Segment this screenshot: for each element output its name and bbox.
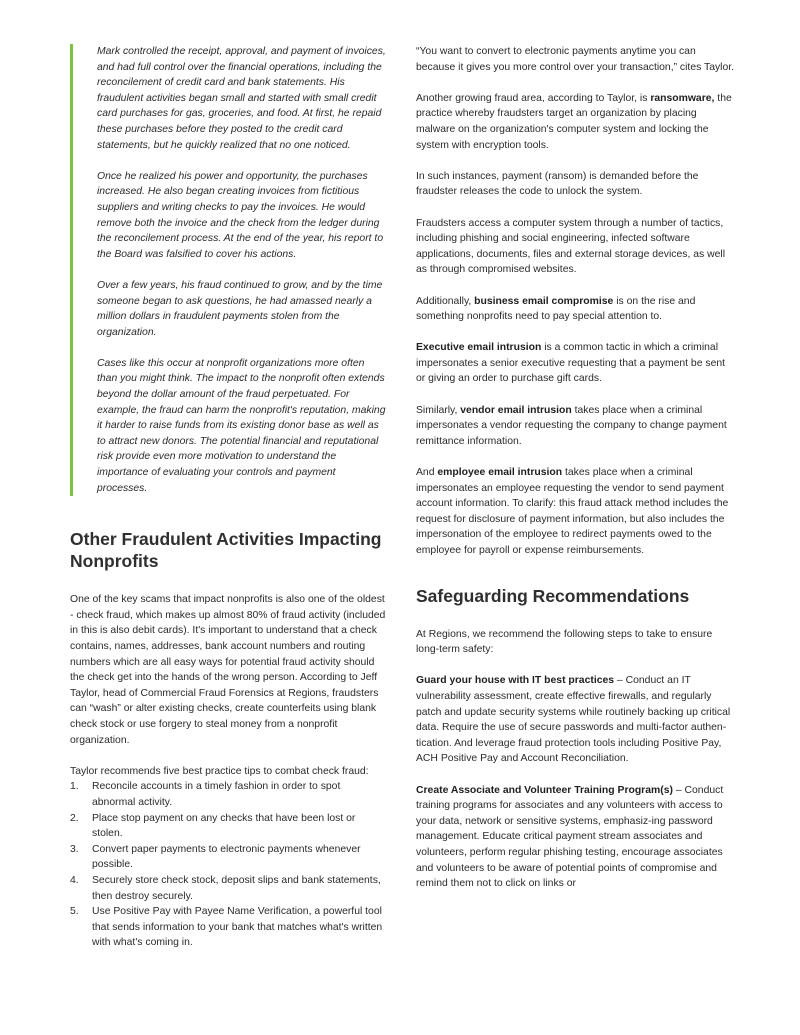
check-fraud-paragraph: One of the key scams that impact nonprofits is also one of the oldest - check fraud, which makes up almost 80% of fraud activity (included in this is also debit cards). It's important to understand that a check contains, names, addresses, bank account numbers and routing numbers which are all easy ways for potential fraud activity should the check get into the hands of the wrong person. According to Jeff Taylor, head of Commercial Fraud Forensics at Regions, fraudsters can “wash” or alter existing checks, create counterfeits using blank check stock or use forgery to steal money from a nonprofit organization. bbox=[70, 594, 386, 746]
section-heading-other-fraud: Other Fraudulent Activities Impacting Nonprofits bbox=[70, 529, 382, 572]
right-column bbox=[416, 44, 736, 907]
case-study-quote bbox=[70, 44, 386, 496]
quote-paragraph: Mark controlled the receipt, approval, and payment of invoices, and had full control over the financial operations, including the reconcilement of credit card and bank statements. His fraudulent activities began small and started with small credit card purchases for gas, groceries, and food. At first, he repaid these purchases before they posted to the credit card statements, but he quickly realized that no one noticed. bbox=[97, 46, 386, 151]
access-tactics-paragraph: Fraudsters access a computer system through a number of tactics, including phishing and social engineering, infected software applications, documents, files and external storage devices, as well as through compromised websites. bbox=[416, 217, 725, 276]
list-item: 1. Reconcile accounts in a timely fashion in order to spot abnormal activity. bbox=[70, 781, 341, 808]
training-program-paragraph: Create Associate and Volunteer Training Program(s) – Conduct training programs for associates and any volunteers with access to your data, network or sensitive systems, emphasiz-ing password management. Educate critical payment stream associates and volunteers, perform regular phishing testing, encourage associates and volunteers to be aware of potential points of compromise and remind them not to click on links or bbox=[416, 784, 724, 890]
taylor-quote-paragraph: “You want to convert to electronic payments anytime you can because it gives you more control over your transaction,” cites Taylor. bbox=[416, 46, 735, 73]
bec-paragraph: Additionally, business email compromise is on the rise and something nonprofits need to pay special attention to. bbox=[416, 295, 696, 323]
tips-list bbox=[70, 779, 386, 951]
it-best-practices-paragraph: Guard your house with IT best practices – Conduct an IT vulnerability assessment, create effective firewalls, and regularly patch and update security systems while routinely backing up critical data. Require the use of secure passwords and multi-factor authen-tication. And leverage fraud protection tools including Positive Pay, ACH Positive Pay and Account Reconciliation. bbox=[416, 675, 731, 765]
list-item: 3. Convert paper payments to electronic payments whenever possible. bbox=[70, 843, 361, 871]
tips-intro: Taylor recommends five best practice tips to combat check fraud: bbox=[70, 765, 369, 777]
quote-paragraph: Cases like this occur at nonprofit organizations more often than you might think. The impact to the nonprofit often extends beyond the dollar amount of the fraud perpetuated. For example, the fraud can harm the nonprofit's reputation, making it harder to raise funds from its existing donor base as well as to attract new donors. The potential financial and reputational risk provide even more motivation to understand the importance of evaluating your controls and payment processes. bbox=[97, 357, 386, 494]
quote-paragraph: Once he realized his power and opportunity, the purchases increased. He also began creating invoices from fictitious suppliers and writing checks to pay the invoices. He would remove both the invoice and the check from the ledger during the reconcilement process. At the end of the year, his report to the Board was falsified to cover his actions. bbox=[97, 170, 384, 260]
ransomware-paragraph: Another growing fraud area, according to Taylor, is ransomware, the practice whereby fraudsters target an organization by placing malware on the organization's computer system and locking the system with encryption tools. bbox=[416, 92, 732, 151]
vendor-intrusion-paragraph: Similarly, vendor email intrusion takes place when a criminal impersonates a vendor requesting the company to change payment remittance information. bbox=[416, 404, 727, 447]
list-item: 2. Place stop payment on any checks that have been lost or stolen. bbox=[70, 812, 356, 840]
executive-intrusion-paragraph: Executive email intrusion is a common tactic in which a criminal impersonates a senior executive requesting that a payment be sent or giving an order to purchase gift cards. bbox=[416, 342, 726, 385]
list-item: 4. Securely store check stock, deposit slips and bank statements, then destroy securely. bbox=[70, 874, 381, 902]
section-heading-safeguarding: Safeguarding Recommendations bbox=[416, 585, 690, 606]
ransom-paragraph: In such instances, payment (ransom) is demanded before the fraudster releases the code to unlock the system. bbox=[416, 170, 699, 198]
recommendations-intro: At Regions, we recommend the following steps to take to ensure long-term safety: bbox=[416, 628, 713, 656]
quote-paragraph: Over a few years, his fraud continued to grow, and by the time someone began to ask questions, he had amassed nearly a million dollars in fraudulent payments stolen from the organization. bbox=[97, 279, 383, 338]
employee-intrusion-paragraph: And employee email intrusion takes place when a criminal impersonates an employee requesting the vendor to send payment account information. To clarify: this fraud attack method includes the request for disclosure of payment information, but also includes the impersonation of the employee to redirect payments owed to the employee for payroll or expense reimbursements. bbox=[416, 467, 729, 556]
left-column bbox=[70, 44, 386, 951]
list-item: 5. Use Positive Pay with Payee Name Verification, a powerful tool that sends information to your bank that matches what's written with what's coming in. bbox=[70, 906, 383, 949]
